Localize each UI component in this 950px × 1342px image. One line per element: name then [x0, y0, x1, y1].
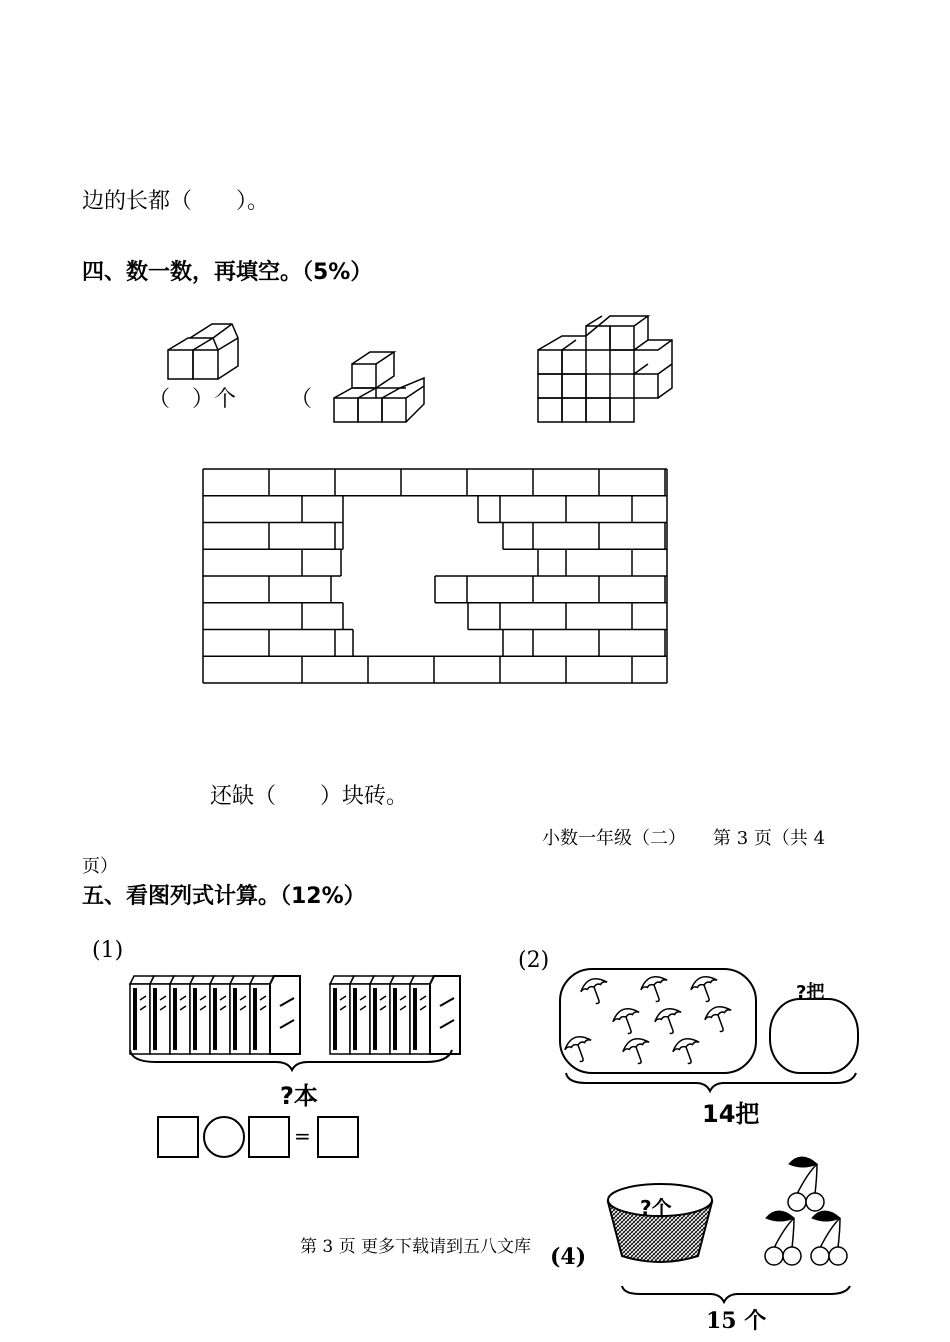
page-footer-wrap: 页） — [82, 856, 118, 877]
equation-box-2[interactable] — [248, 1116, 290, 1158]
basket-unknown-label: ?个 — [640, 1196, 672, 1220]
cube-count-blank-1: （ ）个 — [148, 387, 237, 412]
section5-title: 五、看图列式计算。（12%） — [82, 884, 366, 909]
equals-sign: = — [294, 1124, 311, 1148]
bottom-footer-text: 第 3 页 更多下载请到五八文库 — [300, 1237, 532, 1257]
problem4-label: (4) — [550, 1244, 587, 1270]
page-footer-course: 小数一年级（二） 第 3 页（共 4 — [542, 828, 826, 849]
basket-cherries-illustration — [600, 1160, 870, 1310]
umbrella-unknown-label: ?把 — [796, 982, 825, 1003]
cube-figure-3 — [536, 312, 686, 427]
section4-title: 四、数一数，再填空。（5%） — [82, 260, 373, 285]
cube-figure-2 — [330, 334, 450, 429]
cube-figure-1 — [160, 318, 260, 388]
equation-box-result[interactable] — [317, 1116, 359, 1158]
equation-operator-circle[interactable] — [203, 1116, 245, 1158]
books-total-label: ?本 — [280, 1082, 318, 1110]
books-illustration — [126, 966, 456, 1071]
umbrellas-total-label: 14把 — [702, 1100, 760, 1128]
cherries-total-label: 15 个 — [706, 1308, 767, 1334]
cube-count-blank-2: （ — [290, 387, 313, 412]
problem2-label: (2) — [518, 948, 550, 973]
brick-wall — [200, 466, 670, 686]
missing-bricks-question: 还缺（ ）块砖。 — [210, 784, 409, 809]
equation-box-1[interactable] — [157, 1116, 199, 1158]
problem1-label: (1) — [92, 938, 124, 963]
top-line-text: 边的长都（ ）。 — [82, 189, 270, 214]
